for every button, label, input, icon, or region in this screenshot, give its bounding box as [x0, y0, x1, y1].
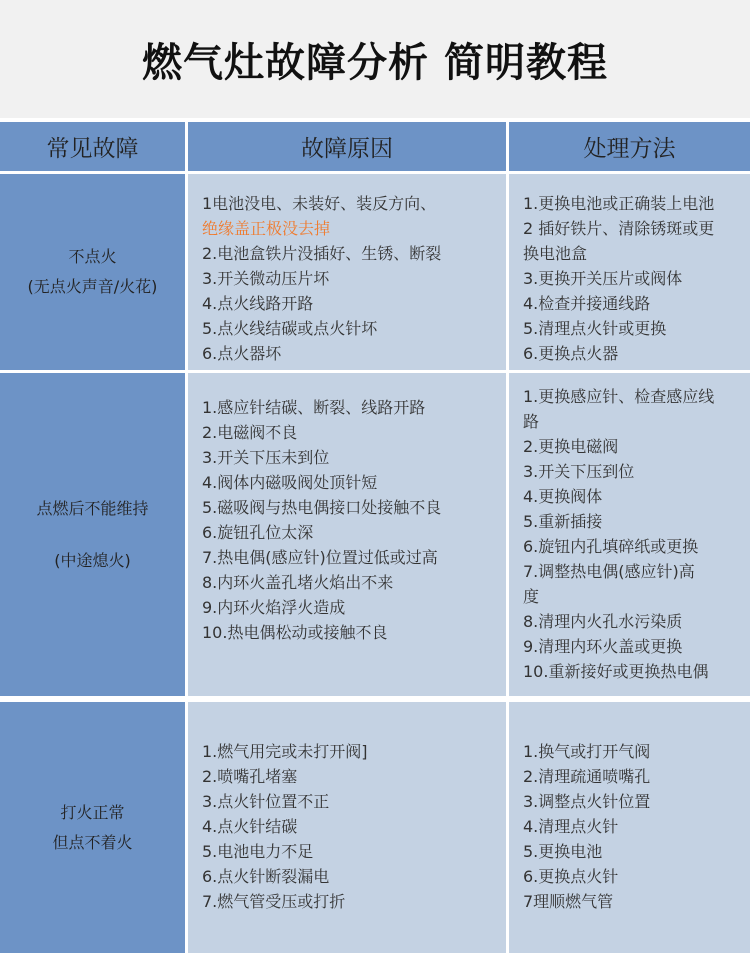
fault-label: 点燃后不能维持 — [36, 498, 149, 518]
fault-sublabel: (无点火声音/火花) — [27, 277, 158, 296]
solution-cell-sparks-no-flame — [509, 702, 750, 953]
cause-cell-no-ignition — [188, 174, 506, 370]
cause-line: 5.电池电力不足 — [202, 842, 314, 861]
solution-line: 4.更换阀体 — [523, 487, 603, 506]
header-fault: 常见故障 — [0, 122, 185, 171]
solution-line: 2.清理疏通喷嘴孔 — [523, 767, 651, 786]
solution-line: 10.重新接好或更换热电偶 — [523, 662, 709, 681]
cause-line: 8.内环火盖孔堵火焰出不来 — [202, 573, 394, 592]
cause-line: 3.开关下压未到位 — [202, 448, 330, 467]
cause-line: 2.电池盒铁片没插好、生锈、断裂 — [202, 244, 442, 263]
solution-line: 3.开关下压到位 — [523, 462, 635, 481]
solution-line: 5.清理点火针或更换 — [523, 319, 667, 338]
cause-line: 6.旋钮孔位太深 — [202, 523, 314, 542]
cause-line: 4.点火线路开路 — [202, 294, 314, 313]
solution-cell-flame-out — [509, 373, 750, 696]
cause-line: 5.磁吸阀与热电偶接口处接触不良 — [202, 498, 442, 517]
cause-line: 3.开关微动压片坏 — [202, 269, 330, 288]
cause-line-highlight: 绝缘盖正极没去掉 — [202, 219, 331, 238]
header-solution: 处理方法 — [509, 122, 750, 171]
solution-line: 7.调整热电偶(感应针)高 — [523, 562, 695, 581]
solution-line: 1.换气或打开气阀 — [523, 742, 651, 761]
cause-line: 1.感应针结碳、断裂、线路开路 — [202, 398, 426, 417]
cause-line: 7.燃气管受压或打折 — [202, 892, 346, 911]
cause-line: 5.点火线结碳或点火针坏 — [202, 319, 378, 338]
fault-label: 不点火 — [68, 247, 117, 266]
solution-line: 2.更换电磁阀 — [523, 437, 619, 456]
fault-cell-sparks-no-flame — [0, 702, 185, 953]
fault-label: 打火正常 — [60, 802, 125, 822]
solution-line: 6.更换点火器 — [523, 344, 619, 363]
solution-line: 6.旋钮内孔填碎纸或更换 — [523, 537, 699, 556]
cause-line: 4.点火针结碳 — [202, 817, 298, 836]
cause-line: 2.电磁阀不良 — [202, 423, 298, 442]
solution-line: 6.更换点火针 — [523, 867, 619, 886]
solution-line: 3.更换开关压片或阀体 — [523, 269, 683, 288]
cause-line: 1电池没电、未装好、装反方向、 — [202, 194, 437, 213]
solution-line: 3.调整点火针位置 — [523, 792, 651, 811]
solution-line: 1.更换电池或正确装上电池 — [523, 194, 715, 213]
solution-line: 5.重新插接 — [523, 512, 603, 531]
solution-line: 9.清理内环火盖或更换 — [523, 637, 683, 656]
solution-line: 7理顺燃气管 — [523, 892, 614, 911]
solution-line: 2 插好铁片、清除锈斑或更 — [523, 219, 715, 238]
cause-cell-flame-out — [188, 373, 506, 696]
cause-line: 7.热电偶(感应针)位置过低或过高 — [202, 548, 438, 567]
header-cause: 故障原因 — [188, 122, 506, 171]
solution-line: 4.检查并接通线路 — [523, 294, 651, 313]
solution-line: 5.更换电池 — [523, 842, 603, 861]
fault-cell-no-ignition — [0, 174, 185, 370]
solution-line: 度 — [523, 587, 540, 606]
fault-table — [0, 118, 750, 953]
fault-sublabel: 但点不着火 — [52, 832, 133, 852]
solution-line: 1.更换感应针、检查感应线 — [523, 387, 715, 406]
solution-line: 路 — [523, 412, 540, 431]
cause-line: 9.内环火焰浮火造成 — [202, 598, 346, 617]
solution-line: 换电池盒 — [523, 244, 588, 263]
cause-line: 6.点火器坏 — [202, 344, 282, 363]
cause-line: 10.热电偶松动或接触不良 — [202, 623, 388, 642]
cause-line: 6.点火针断裂漏电 — [202, 867, 330, 886]
cause-line: 2.喷嘴孔堵塞 — [202, 767, 298, 786]
cause-line: 3.点火针位置不正 — [202, 792, 330, 811]
solution-line: 8.清理内火孔水污染质 — [523, 612, 683, 631]
cause-line: 1.燃气用完或未打开阀] — [202, 742, 368, 761]
fault-cell-flame-out — [0, 373, 185, 696]
cause-line: 4.阀体内磁吸阀处顶针短 — [202, 473, 378, 492]
solution-line: 4.清理点火针 — [523, 817, 619, 836]
solution-cell-no-ignition — [509, 174, 750, 370]
cause-cell-sparks-no-flame — [188, 702, 506, 953]
page-title: 燃气灶故障分析 简明教程 — [0, 0, 750, 118]
fault-sublabel: (中途熄火) — [54, 550, 131, 570]
